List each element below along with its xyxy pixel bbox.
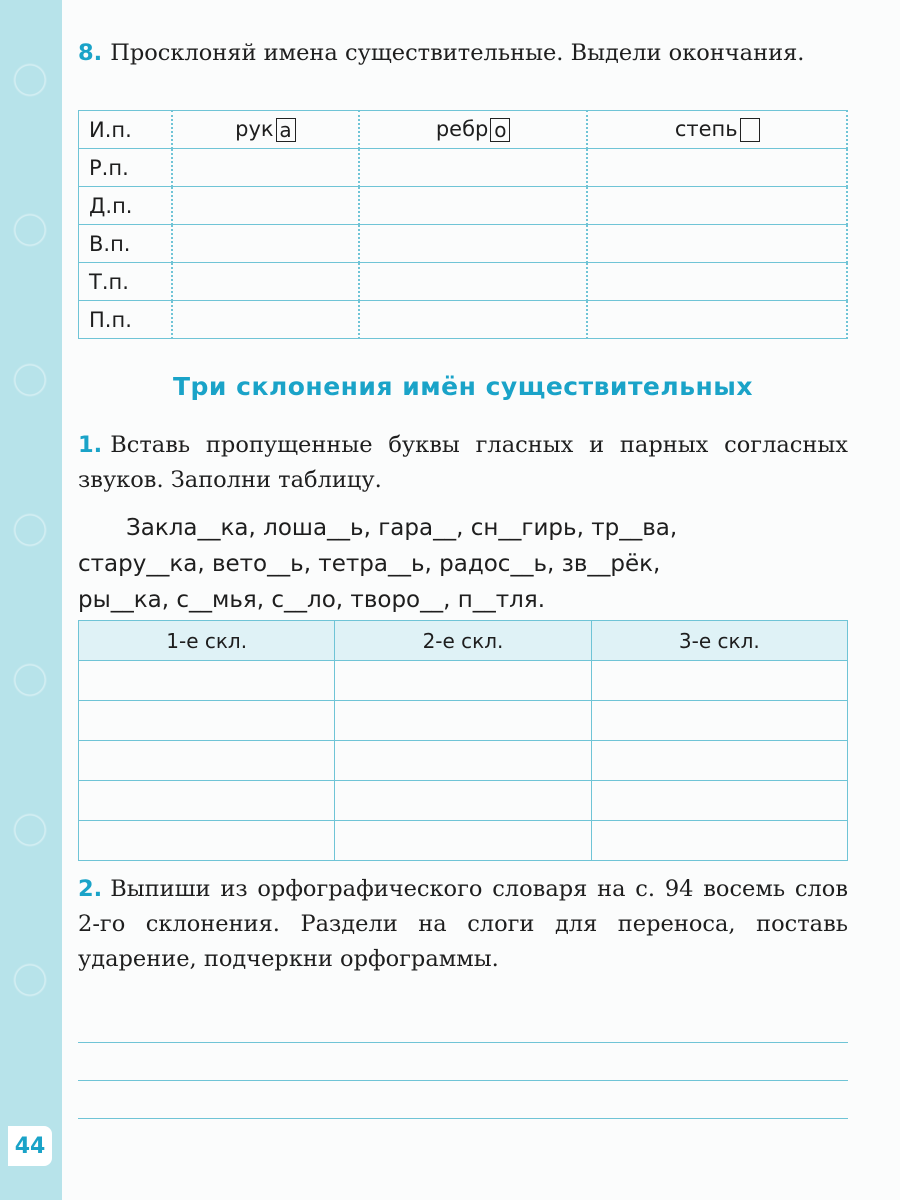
writing-line-3[interactable] <box>78 1118 848 1119</box>
answer-cell[interactable] <box>359 301 588 339</box>
answer-cell[interactable] <box>591 661 847 701</box>
declension-row <box>79 225 848 263</box>
answer-cell[interactable] <box>172 187 359 225</box>
word-line-2: стару__ка, вето__ь, тетра__ь, радос__ь, зв__рёк, <box>78 551 661 577</box>
answer-cell[interactable] <box>79 781 335 821</box>
noun-word <box>172 111 359 149</box>
answer-cell[interactable] <box>591 701 847 741</box>
answer-cell[interactable] <box>591 821 847 861</box>
column-header: 3-е скл. <box>591 621 847 661</box>
noun-word <box>359 111 588 149</box>
table-row <box>79 701 848 741</box>
column-header: 1-е скл. <box>79 621 335 661</box>
case-label: Р.п. <box>79 149 173 187</box>
answer-cell[interactable] <box>587 225 847 263</box>
case-label: И.п. <box>79 111 173 149</box>
declension-row <box>79 301 848 339</box>
answer-cell[interactable] <box>587 149 847 187</box>
column-header: 2-е скл. <box>335 621 591 661</box>
answer-cell[interactable] <box>79 661 335 701</box>
answer-cell[interactable] <box>335 661 591 701</box>
decorative-margin <box>0 0 62 1200</box>
answer-cell[interactable] <box>79 821 335 861</box>
task-2-text: 2. Выпиши из орфографического словаря на с. 94 восемь слов 2-го склонения. Раздели на слоги для переноса, поставь ударение, подчеркни орфограммы. <box>78 876 848 972</box>
task-8-text: 8. Просклоняй имена существительные. Выдели окончания. <box>78 40 805 66</box>
answer-cell[interactable] <box>335 701 591 741</box>
declension-row <box>79 111 848 149</box>
answer-cell[interactable] <box>591 741 847 781</box>
answer-cell[interactable] <box>359 263 588 301</box>
answer-cell[interactable] <box>79 741 335 781</box>
answer-cell[interactable] <box>172 263 359 301</box>
case-label: П.п. <box>79 301 173 339</box>
answer-cell[interactable] <box>335 821 591 861</box>
word-list <box>78 510 848 618</box>
task-8 <box>78 36 848 71</box>
word-line-3: ры__ка, с__мья, с__ло, творо__, п__тля. <box>78 587 546 613</box>
answer-cell[interactable] <box>587 263 847 301</box>
word-line-1: Закла__ка, лоша__ь, гара__, сн__гирь, тр__ва, <box>126 515 678 541</box>
answer-cell[interactable] <box>359 187 588 225</box>
answer-cell[interactable] <box>587 187 847 225</box>
answer-cell[interactable] <box>359 149 588 187</box>
task-2-number: 2. <box>78 876 103 902</box>
declension-row <box>79 263 848 301</box>
declension-types-table <box>78 620 848 861</box>
table-row <box>79 781 848 821</box>
task-8-number: 8. <box>78 40 103 66</box>
answer-cell[interactable] <box>172 149 359 187</box>
ending-box <box>740 118 760 142</box>
writing-line-2[interactable] <box>78 1080 848 1081</box>
ending-box: а <box>276 118 296 142</box>
table-row <box>79 661 848 701</box>
task-1-text: 1. Вставь пропущенные буквы гласных и парных согласных звуков. Заполни таблицу. <box>78 432 848 493</box>
answer-cell[interactable] <box>359 225 588 263</box>
task-1-number: 1. <box>78 432 103 458</box>
declension-table <box>78 110 848 339</box>
answer-cell[interactable] <box>172 301 359 339</box>
noun-word <box>587 111 847 149</box>
answer-cell[interactable] <box>335 741 591 781</box>
writing-line-1[interactable] <box>78 1042 848 1043</box>
ending-box: о <box>490 118 510 142</box>
section-title: Три склонения имён существительных <box>172 372 754 401</box>
noun-stem: ребр <box>435 117 489 141</box>
table-row <box>79 741 848 781</box>
task-2 <box>78 872 848 977</box>
answer-cell[interactable] <box>335 781 591 821</box>
answer-cell[interactable] <box>79 701 335 741</box>
case-label: Д.п. <box>79 187 173 225</box>
table-header-row <box>79 621 848 661</box>
declension-row <box>79 187 848 225</box>
answer-cell[interactable] <box>591 781 847 821</box>
case-label: Т.п. <box>79 263 173 301</box>
task-1 <box>78 428 848 618</box>
table-row <box>79 821 848 861</box>
noun-stem: степь <box>674 117 738 141</box>
noun-stem: рук <box>235 117 274 141</box>
page-number: 44 <box>8 1126 52 1166</box>
case-label: В.п. <box>79 225 173 263</box>
answer-cell[interactable] <box>172 225 359 263</box>
answer-cell[interactable] <box>587 301 847 339</box>
declension-row <box>79 149 848 187</box>
